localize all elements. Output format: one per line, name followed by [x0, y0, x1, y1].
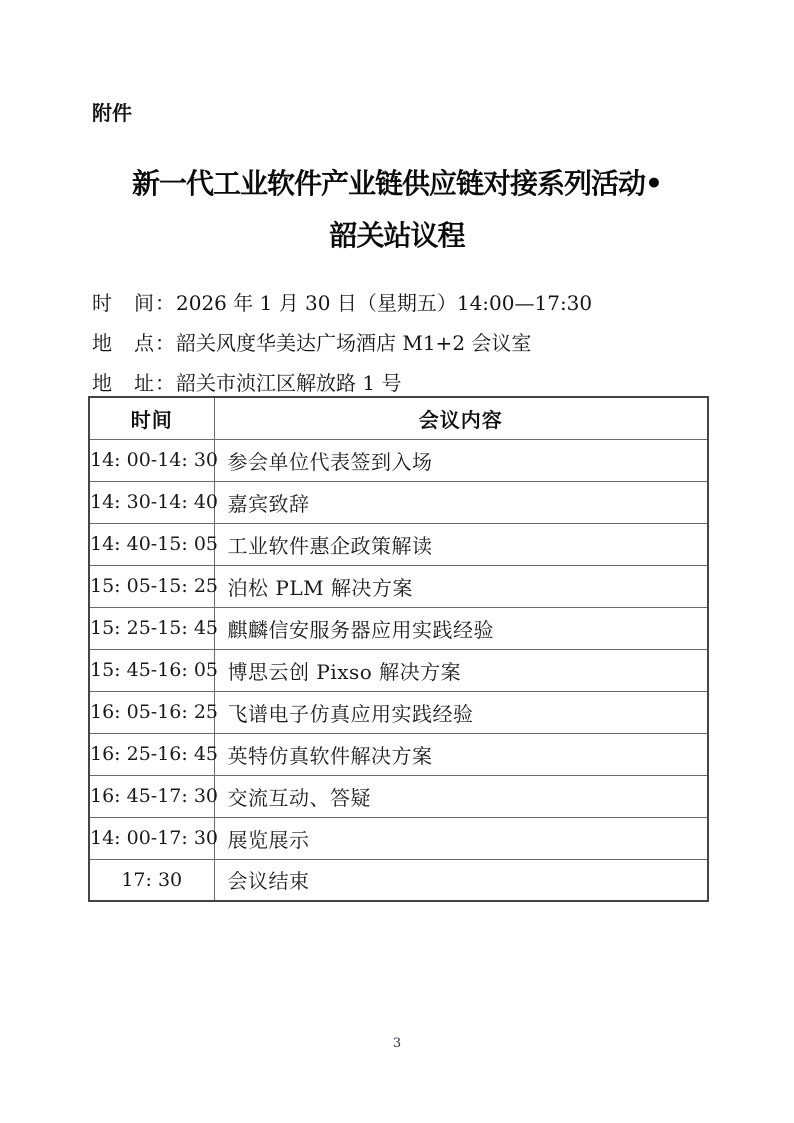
meta-venue-value: 韶关风度华美达广场酒店 M1+2 会议室 [176, 331, 532, 355]
content-cell: 交流互动、答疑 [214, 775, 708, 817]
table-row [89, 481, 708, 523]
header-time: 时间 [89, 397, 214, 439]
time-cell: 16: 25-16: 45 [89, 733, 214, 775]
table-row [89, 523, 708, 565]
table-row [89, 607, 708, 649]
table-row [89, 565, 708, 607]
content-cell: 泊松 PLM 解决方案 [214, 565, 708, 607]
content-cell: 麒麟信安服务器应用实践经验 [214, 607, 708, 649]
content-cell: 会议结束 [214, 859, 708, 901]
document-title-line1: 新一代工业软件产业链供应链对接系列活动• [132, 167, 662, 200]
content-cell: 参会单位代表签到入场 [214, 439, 708, 481]
content-cell: 飞谱电子仿真应用实践经验 [214, 691, 708, 733]
meta-venue [92, 323, 592, 363]
table-row [89, 775, 708, 817]
header-content: 会议内容 [214, 397, 708, 439]
content-cell: 工业软件惠企政策解读 [214, 523, 708, 565]
time-cell: 15: 45-16: 05 [89, 649, 214, 691]
table-row [89, 817, 708, 859]
table-row [89, 439, 708, 481]
table-row [89, 859, 708, 901]
meta-venue-label: 地 点： [92, 331, 176, 355]
time-cell: 16: 45-17: 30 [89, 775, 214, 817]
table-header-row [89, 397, 708, 439]
content-cell: 展览展示 [214, 817, 708, 859]
time-cell: 15: 25-15: 45 [89, 607, 214, 649]
time-cell: 14: 40-15: 05 [89, 523, 214, 565]
time-cell: 14: 00-14: 30 [89, 439, 214, 481]
page-number: 3 [392, 1036, 402, 1051]
time-cell: 15: 05-15: 25 [89, 565, 214, 607]
time-cell: 17: 30 [89, 859, 214, 901]
time-cell: 16: 05-16: 25 [89, 691, 214, 733]
content-cell: 博思云创 Pixso 解决方案 [214, 649, 708, 691]
time-cell: 14: 00-17: 30 [89, 817, 214, 859]
document-title [60, 158, 734, 262]
meta-block [92, 283, 592, 403]
table-row [89, 733, 708, 775]
meta-time-value: 2026 年 1 月 30 日（星期五）14:00—17:30 [176, 291, 593, 315]
meta-time-label: 时 间： [92, 291, 176, 315]
agenda-table [88, 396, 709, 902]
content-cell: 嘉宾致辞 [214, 481, 708, 523]
content-cell: 英特仿真软件解决方案 [214, 733, 708, 775]
attachment-label: 附件 [92, 101, 132, 125]
document-title-line2: 韶关站议程 [329, 219, 465, 252]
table-row [89, 691, 708, 733]
meta-address-label: 地 址： [92, 371, 176, 395]
meta-time [92, 283, 592, 323]
time-cell: 14: 30-14: 40 [89, 481, 214, 523]
table-row [89, 649, 708, 691]
meta-address-value: 韶关市浈江区解放路 1 号 [176, 371, 402, 395]
